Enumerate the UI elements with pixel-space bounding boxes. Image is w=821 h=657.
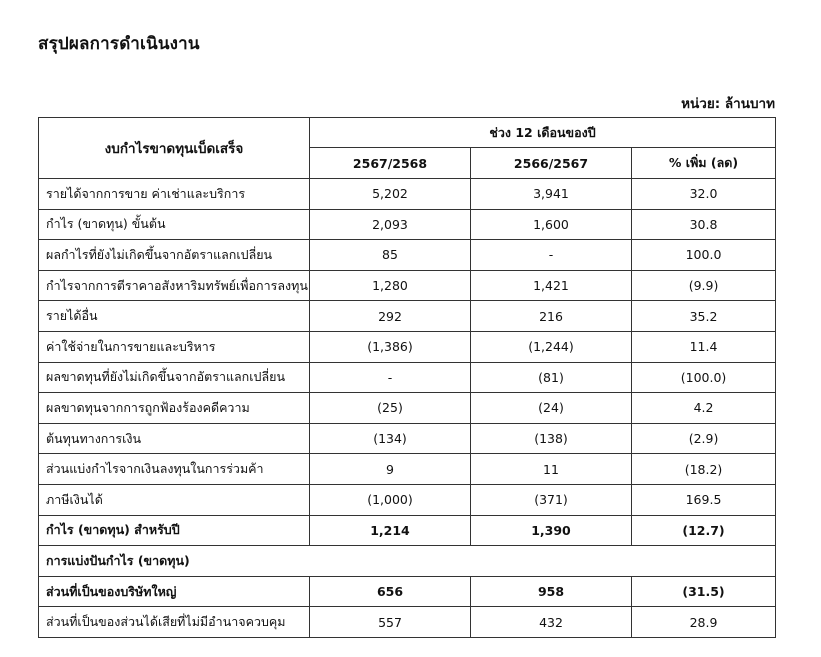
table-row	[39, 607, 776, 638]
cell-change: 35.2	[632, 301, 776, 332]
header-col-previous: 2566/2567	[471, 148, 632, 179]
row-label: ค่าใช้จ่ายในการขายและบริหาร	[39, 331, 310, 362]
table-row	[39, 270, 776, 301]
cell-change: (2.9)	[632, 423, 776, 454]
cell-current: (1,000)	[310, 484, 471, 515]
total-row	[39, 515, 776, 546]
row-label: ส่วนที่เป็นของส่วนได้เสียที่ไม่มีอำนาจควบคุม	[39, 607, 310, 638]
table-row	[39, 393, 776, 424]
cell-previous: 1,390	[471, 515, 632, 546]
cell-current: (134)	[310, 423, 471, 454]
table-row	[39, 301, 776, 332]
section-label: การแบ่งปันกำไร (ขาดทุน)	[39, 546, 776, 577]
cell-change: 28.9	[632, 607, 776, 638]
cell-change: 4.2	[632, 393, 776, 424]
table-row	[39, 179, 776, 210]
cell-previous: 3,941	[471, 179, 632, 210]
cell-change: 11.4	[632, 331, 776, 362]
cell-change: (12.7)	[632, 515, 776, 546]
cell-previous: 11	[471, 454, 632, 485]
cell-change: 30.8	[632, 209, 776, 240]
cell-previous: 958	[471, 576, 632, 607]
row-label: ส่วนแบ่งกำไรจากเงินลงทุนในการร่วมค้า	[39, 454, 310, 485]
row-label: กำไร (ขาดทุน) ขั้นต้น	[39, 209, 310, 240]
row-label: ส่วนที่เป็นของบริษัทใหญ่	[39, 576, 310, 607]
table-row	[39, 576, 776, 607]
cell-previous: (371)	[471, 484, 632, 515]
cell-current: 557	[310, 607, 471, 638]
row-label: รายได้อื่น	[39, 301, 310, 332]
row-label: ผลขาดทุนจากการถูกฟ้องร้องคดีความ	[39, 393, 310, 424]
unit-label: หน่วย: ล้านบาท	[681, 96, 775, 112]
cell-current: 1,280	[310, 270, 471, 301]
header-col-change: % เพิ่ม (ลด)	[632, 148, 776, 179]
cell-change: (18.2)	[632, 454, 776, 485]
cell-previous: (81)	[471, 362, 632, 393]
row-label: ผลขาดทุนที่ยังไม่เกิดขึ้นจากอัตราแลกเปลี่ยน	[39, 362, 310, 393]
cell-previous: 432	[471, 607, 632, 638]
row-label: ภาษีเงินได้	[39, 484, 310, 515]
table-row	[39, 240, 776, 271]
cell-change: (31.5)	[632, 576, 776, 607]
cell-previous: (1,244)	[471, 331, 632, 362]
cell-previous: 216	[471, 301, 632, 332]
cell-current: (25)	[310, 393, 471, 424]
cell-current: 1,214	[310, 515, 471, 546]
table-row	[39, 423, 776, 454]
cell-current: 292	[310, 301, 471, 332]
table-row	[39, 454, 776, 485]
cell-previous: (138)	[471, 423, 632, 454]
cell-current: 85	[310, 240, 471, 271]
cell-previous: 1,421	[471, 270, 632, 301]
header-statement: งบกำไรขาดทุนเบ็ดเสร็จ	[39, 118, 310, 179]
cell-previous: 1,600	[471, 209, 632, 240]
cell-current: (1,386)	[310, 331, 471, 362]
row-label: กำไรจากการตีราคาอสังหาริมทรัพย์เพื่อการลงทุน	[39, 270, 310, 301]
row-label: รายได้จากการขาย ค่าเช่าและบริการ	[39, 179, 310, 210]
cell-previous: -	[471, 240, 632, 271]
income-statement-table	[38, 117, 776, 638]
cell-change: 169.5	[632, 484, 776, 515]
table-row	[39, 331, 776, 362]
row-label: กำไร (ขาดทุน) สำหรับปี	[39, 515, 310, 546]
cell-previous: (24)	[471, 393, 632, 424]
cell-current: 2,093	[310, 209, 471, 240]
cell-change: 100.0	[632, 240, 776, 271]
section-row	[39, 546, 776, 577]
cell-current: 656	[310, 576, 471, 607]
row-label: ต้นทุนทางการเงิน	[39, 423, 310, 454]
header-col-current: 2567/2568	[310, 148, 471, 179]
page-title: สรุปผลการดำเนินงาน	[38, 34, 200, 54]
cell-change: 32.0	[632, 179, 776, 210]
header-period: ช่วง 12 เดือนของปี	[310, 118, 776, 148]
cell-current: -	[310, 362, 471, 393]
table-row	[39, 484, 776, 515]
cell-current: 5,202	[310, 179, 471, 210]
row-label: ผลกำไรที่ยังไม่เกิดขึ้นจากอัตราแลกเปลี่ยน	[39, 240, 310, 271]
table-row	[39, 362, 776, 393]
table-row	[39, 209, 776, 240]
cell-change: (100.0)	[632, 362, 776, 393]
cell-current: 9	[310, 454, 471, 485]
cell-change: (9.9)	[632, 270, 776, 301]
